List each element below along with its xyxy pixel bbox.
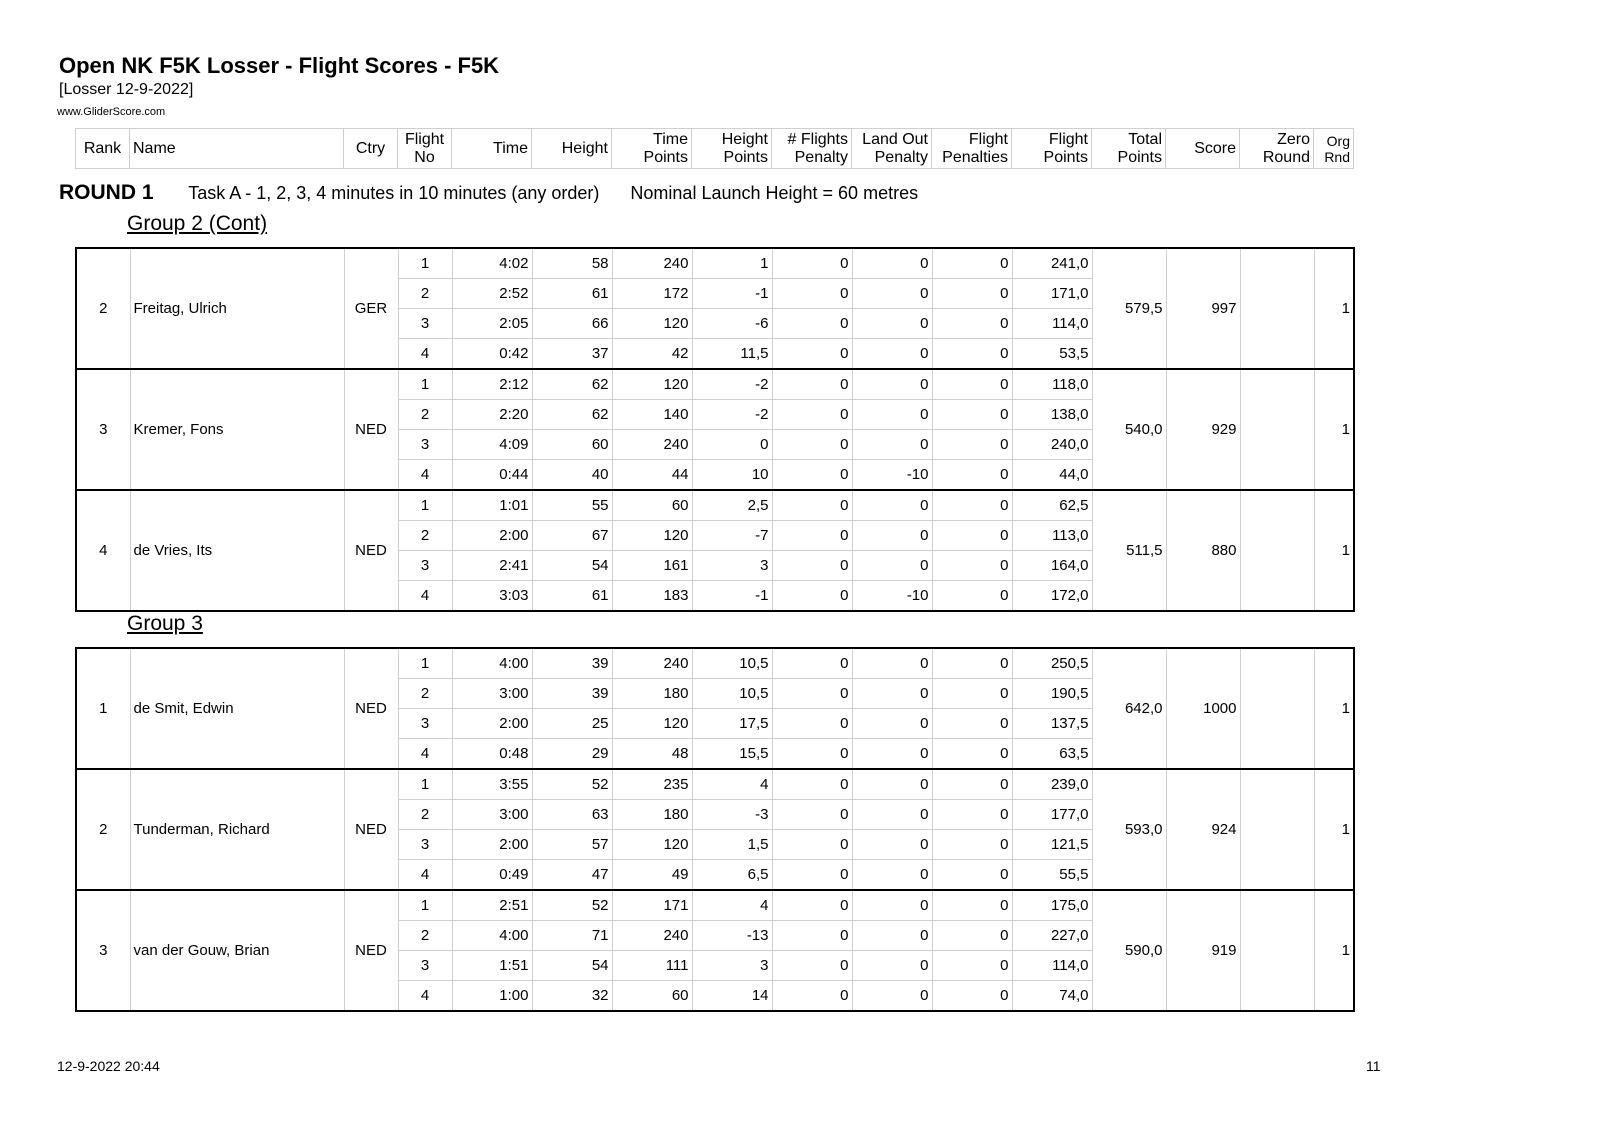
time-points: 240 xyxy=(612,430,692,460)
time: 2:52 xyxy=(452,279,532,309)
flight-points: 53,5 xyxy=(1012,339,1092,370)
pilot-rank: 3 xyxy=(76,890,130,1011)
flight-penalties: 0 xyxy=(932,921,1012,951)
flight-no: 3 xyxy=(398,709,452,739)
score: 997 xyxy=(1166,248,1240,369)
land-out-penalty: 0 xyxy=(852,648,932,679)
flights-penalty: 0 xyxy=(772,921,852,951)
height: 47 xyxy=(532,860,612,891)
group-table xyxy=(75,247,1355,612)
score: 1000 xyxy=(1166,648,1240,769)
total-points: 593,0 xyxy=(1092,769,1166,890)
time-points: 180 xyxy=(612,800,692,830)
flight-points: 55,5 xyxy=(1012,860,1092,891)
col-time: Time xyxy=(452,129,532,169)
flight-penalties: 0 xyxy=(932,800,1012,830)
height-points: 3 xyxy=(692,551,772,581)
column-header-row xyxy=(76,129,1354,169)
flights-penalty: 0 xyxy=(772,679,852,709)
col-name: Name xyxy=(130,129,344,169)
pilot-rank: 3 xyxy=(76,369,130,490)
table-row xyxy=(76,490,1354,521)
flights-penalty: 0 xyxy=(772,581,852,612)
land-out-penalty: 0 xyxy=(852,679,932,709)
time-points: 120 xyxy=(612,709,692,739)
height: 54 xyxy=(532,951,612,981)
org-round: 1 xyxy=(1314,769,1354,890)
height: 61 xyxy=(532,581,612,612)
time-points: 120 xyxy=(612,369,692,400)
time-points: 120 xyxy=(612,521,692,551)
flight-no: 2 xyxy=(398,679,452,709)
col-zero-round: Zero Round xyxy=(1240,129,1314,169)
height-points: 6,5 xyxy=(692,860,772,891)
height-points: 4 xyxy=(692,769,772,800)
flight-points: 190,5 xyxy=(1012,679,1092,709)
pilot-country: NED xyxy=(344,890,398,1011)
flight-points: 118,0 xyxy=(1012,369,1092,400)
flight-points: 44,0 xyxy=(1012,460,1092,491)
score: 880 xyxy=(1166,490,1240,611)
height-points: -2 xyxy=(692,369,772,400)
height-points: 15,5 xyxy=(692,739,772,770)
flights-penalty: 0 xyxy=(772,981,852,1012)
flight-penalties: 0 xyxy=(932,309,1012,339)
land-out-penalty: 0 xyxy=(852,921,932,951)
flight-no: 3 xyxy=(398,551,452,581)
flight-points: 172,0 xyxy=(1012,581,1092,612)
land-out-penalty: 0 xyxy=(852,739,932,770)
col-score: Score xyxy=(1166,129,1240,169)
land-out-penalty: 0 xyxy=(852,981,932,1012)
flight-no: 2 xyxy=(398,400,452,430)
time: 0:44 xyxy=(452,460,532,491)
flight-penalties: 0 xyxy=(932,369,1012,400)
pilot-country: NED xyxy=(344,769,398,890)
flight-no: 4 xyxy=(398,860,452,891)
time: 2:00 xyxy=(452,830,532,860)
time-points: 172 xyxy=(612,279,692,309)
flight-penalties: 0 xyxy=(932,709,1012,739)
time-points: 240 xyxy=(612,248,692,279)
flight-penalties: 0 xyxy=(932,830,1012,860)
time-points: 120 xyxy=(612,309,692,339)
land-out-penalty: 0 xyxy=(852,279,932,309)
flight-penalties: 0 xyxy=(932,248,1012,279)
org-round: 1 xyxy=(1314,490,1354,611)
height-points: 10,5 xyxy=(692,648,772,679)
flights-penalty: 0 xyxy=(772,521,852,551)
zero-round xyxy=(1240,890,1314,1011)
flight-no: 1 xyxy=(398,490,452,521)
time: 2:05 xyxy=(452,309,532,339)
time-points: 180 xyxy=(612,679,692,709)
flight-points: 74,0 xyxy=(1012,981,1092,1012)
height-points: 1,5 xyxy=(692,830,772,860)
height-points: -1 xyxy=(692,279,772,309)
page-title: Open NK F5K Losser - Flight Scores - F5K xyxy=(59,53,500,78)
nominal-launch-height: Nominal Launch Height = 60 metres xyxy=(630,183,919,203)
time: 2:12 xyxy=(452,369,532,400)
height: 60 xyxy=(532,430,612,460)
height-points: 2,5 xyxy=(692,490,772,521)
col-height-points: Height Points xyxy=(692,129,772,169)
flight-no: 2 xyxy=(398,279,452,309)
time-points: 240 xyxy=(612,648,692,679)
time-points: 48 xyxy=(612,739,692,770)
pilot-rank: 2 xyxy=(76,769,130,890)
flight-no: 3 xyxy=(398,830,452,860)
flight-no: 1 xyxy=(398,890,452,921)
height-points: -1 xyxy=(692,581,772,612)
height-points: 3 xyxy=(692,951,772,981)
land-out-penalty: 0 xyxy=(852,309,932,339)
height: 57 xyxy=(532,830,612,860)
pilot-name: de Vries, Its xyxy=(130,490,344,611)
org-round: 1 xyxy=(1314,890,1354,1011)
flights-penalty: 0 xyxy=(772,800,852,830)
flight-penalties: 0 xyxy=(932,490,1012,521)
flight-penalties: 0 xyxy=(932,460,1012,491)
col-flight-no: Flight No xyxy=(398,129,452,169)
flight-penalties: 0 xyxy=(932,521,1012,551)
land-out-penalty: 0 xyxy=(852,248,932,279)
flight-no: 1 xyxy=(398,369,452,400)
time-points: 235 xyxy=(612,769,692,800)
round-task: Task A - 1, 2, 3, 4 minutes in 10 minutes (any order) xyxy=(188,183,600,203)
zero-round xyxy=(1240,248,1314,369)
flight-penalties: 0 xyxy=(932,951,1012,981)
time: 4:09 xyxy=(452,430,532,460)
time: 2:20 xyxy=(452,400,532,430)
round-header xyxy=(59,181,918,205)
time: 2:00 xyxy=(452,521,532,551)
flight-no: 4 xyxy=(398,739,452,770)
flight-penalties: 0 xyxy=(932,400,1012,430)
col-height: Height xyxy=(532,129,612,169)
flight-points: 250,5 xyxy=(1012,648,1092,679)
flight-no: 4 xyxy=(398,581,452,612)
time-points: 111 xyxy=(612,951,692,981)
pilot-name: Freitag, Ulrich xyxy=(130,248,344,369)
col-flight-penalties: Flight Penalties xyxy=(932,129,1012,169)
flight-points: 240,0 xyxy=(1012,430,1092,460)
flights-penalty: 0 xyxy=(772,490,852,521)
height: 55 xyxy=(532,490,612,521)
col-org-rnd: Org Rnd xyxy=(1314,129,1354,169)
flights-penalty: 0 xyxy=(772,369,852,400)
land-out-penalty: 0 xyxy=(852,369,932,400)
land-out-penalty: 0 xyxy=(852,800,932,830)
height: 52 xyxy=(532,890,612,921)
pilot-country: GER xyxy=(344,248,398,369)
flight-penalties: 0 xyxy=(932,981,1012,1012)
height: 62 xyxy=(532,369,612,400)
time: 0:49 xyxy=(452,860,532,891)
time: 3:00 xyxy=(452,679,532,709)
time-points: 183 xyxy=(612,581,692,612)
flights-penalty: 0 xyxy=(772,739,852,770)
flight-penalties: 0 xyxy=(932,860,1012,891)
flight-no: 2 xyxy=(398,521,452,551)
flights-penalty: 0 xyxy=(772,339,852,370)
height-points: -2 xyxy=(692,400,772,430)
flights-penalty: 0 xyxy=(772,769,852,800)
height-points: -6 xyxy=(692,309,772,339)
flights-penalty: 0 xyxy=(772,709,852,739)
col-time-points: Time Points xyxy=(612,129,692,169)
height: 29 xyxy=(532,739,612,770)
flights-penalty: 0 xyxy=(772,279,852,309)
flight-penalties: 0 xyxy=(932,739,1012,770)
flights-penalty: 0 xyxy=(772,648,852,679)
flight-penalties: 0 xyxy=(932,551,1012,581)
page-number: 11 xyxy=(1366,1058,1381,1074)
time: 0:48 xyxy=(452,739,532,770)
time: 1:01 xyxy=(452,490,532,521)
height-points: 10 xyxy=(692,460,772,491)
flight-no: 4 xyxy=(398,339,452,370)
pilot-rank: 1 xyxy=(76,648,130,769)
height: 39 xyxy=(532,679,612,709)
land-out-penalty: 0 xyxy=(852,430,932,460)
group-title: Group 3 xyxy=(127,612,203,635)
flight-penalties: 0 xyxy=(932,430,1012,460)
height-points: 4 xyxy=(692,890,772,921)
height: 62 xyxy=(532,400,612,430)
total-points: 590,0 xyxy=(1092,890,1166,1011)
col-ctry: Ctry xyxy=(344,129,398,169)
flights-penalty: 0 xyxy=(772,860,852,891)
height: 40 xyxy=(532,460,612,491)
time-points: 60 xyxy=(612,490,692,521)
land-out-penalty: 0 xyxy=(852,521,932,551)
flights-penalty: 0 xyxy=(772,890,852,921)
flight-no: 3 xyxy=(398,430,452,460)
height: 32 xyxy=(532,981,612,1012)
flight-points: 121,5 xyxy=(1012,830,1092,860)
height-points: -3 xyxy=(692,800,772,830)
flight-no: 1 xyxy=(398,248,452,279)
time: 2:41 xyxy=(452,551,532,581)
col-total-points: Total Points xyxy=(1092,129,1166,169)
zero-round xyxy=(1240,648,1314,769)
height: 52 xyxy=(532,769,612,800)
col-land-out-penalty: Land Out Penalty xyxy=(852,129,932,169)
land-out-penalty: -10 xyxy=(852,581,932,612)
height-points: 1 xyxy=(692,248,772,279)
flight-points: 62,5 xyxy=(1012,490,1092,521)
flights-penalty: 0 xyxy=(772,830,852,860)
height: 61 xyxy=(532,279,612,309)
table-row xyxy=(76,769,1354,800)
time-points: 161 xyxy=(612,551,692,581)
flights-penalty: 0 xyxy=(772,551,852,581)
footer-date: 12-9-2022 20:44 xyxy=(57,1058,160,1074)
flights-penalty: 0 xyxy=(772,400,852,430)
total-points: 540,0 xyxy=(1092,369,1166,490)
height-points: 17,5 xyxy=(692,709,772,739)
land-out-penalty: 0 xyxy=(852,709,932,739)
time: 3:00 xyxy=(452,800,532,830)
land-out-penalty: 0 xyxy=(852,400,932,430)
flight-no: 1 xyxy=(398,648,452,679)
flight-points: 114,0 xyxy=(1012,951,1092,981)
zero-round xyxy=(1240,490,1314,611)
flight-penalties: 0 xyxy=(932,679,1012,709)
col-rank: Rank xyxy=(76,129,130,169)
org-round: 1 xyxy=(1314,248,1354,369)
flight-points: 164,0 xyxy=(1012,551,1092,581)
time-points: 44 xyxy=(612,460,692,491)
zero-round xyxy=(1240,369,1314,490)
time: 3:03 xyxy=(452,581,532,612)
height: 63 xyxy=(532,800,612,830)
flight-penalties: 0 xyxy=(932,279,1012,309)
time-points: 60 xyxy=(612,981,692,1012)
zero-round xyxy=(1240,769,1314,890)
height: 58 xyxy=(532,248,612,279)
column-header-table xyxy=(75,128,1354,169)
group-table xyxy=(75,647,1355,1012)
time: 2:00 xyxy=(452,709,532,739)
flight-points: 137,5 xyxy=(1012,709,1092,739)
height-points: -13 xyxy=(692,921,772,951)
height-points: 0 xyxy=(692,430,772,460)
land-out-penalty: -10 xyxy=(852,460,932,491)
flight-points: 171,0 xyxy=(1012,279,1092,309)
height: 25 xyxy=(532,709,612,739)
flight-points: 177,0 xyxy=(1012,800,1092,830)
height-points: 14 xyxy=(692,981,772,1012)
total-points: 511,5 xyxy=(1092,490,1166,611)
time-points: 240 xyxy=(612,921,692,951)
land-out-penalty: 0 xyxy=(852,860,932,891)
flight-no: 4 xyxy=(398,981,452,1012)
pilot-rank: 4 xyxy=(76,490,130,611)
time: 3:55 xyxy=(452,769,532,800)
pilot-name: Tunderman, Richard xyxy=(130,769,344,890)
time-points: 120 xyxy=(612,830,692,860)
score: 919 xyxy=(1166,890,1240,1011)
flights-penalty: 0 xyxy=(772,309,852,339)
land-out-penalty: 0 xyxy=(852,339,932,370)
flight-no: 3 xyxy=(398,309,452,339)
pilot-country: NED xyxy=(344,648,398,769)
score: 924 xyxy=(1166,769,1240,890)
event-subtitle: [Losser 12-9-2022] xyxy=(59,81,194,98)
pilot-country: NED xyxy=(344,490,398,611)
time: 2:51 xyxy=(452,890,532,921)
website-link[interactable]: www.GliderScore.com xyxy=(57,106,166,118)
land-out-penalty: 0 xyxy=(852,551,932,581)
time-points: 171 xyxy=(612,890,692,921)
time: 0:42 xyxy=(452,339,532,370)
height: 54 xyxy=(532,551,612,581)
time-points: 42 xyxy=(612,339,692,370)
table-row xyxy=(76,890,1354,921)
land-out-penalty: 0 xyxy=(852,830,932,860)
land-out-penalty: 0 xyxy=(852,769,932,800)
flight-points: 138,0 xyxy=(1012,400,1092,430)
time: 4:02 xyxy=(452,248,532,279)
flight-no: 2 xyxy=(398,921,452,951)
flight-penalties: 0 xyxy=(932,769,1012,800)
total-points: 642,0 xyxy=(1092,648,1166,769)
flight-no: 2 xyxy=(398,800,452,830)
org-round: 1 xyxy=(1314,648,1354,769)
time: 4:00 xyxy=(452,921,532,951)
round-label: ROUND 1 xyxy=(59,181,154,204)
time: 4:00 xyxy=(452,648,532,679)
land-out-penalty: 0 xyxy=(852,951,932,981)
table-row xyxy=(76,248,1354,279)
pilot-rank: 2 xyxy=(76,248,130,369)
height: 39 xyxy=(532,648,612,679)
pilot-name: van der Gouw, Brian xyxy=(130,890,344,1011)
flights-penalty: 0 xyxy=(772,951,852,981)
flight-points: 175,0 xyxy=(1012,890,1092,921)
height: 37 xyxy=(532,339,612,370)
time-points: 140 xyxy=(612,400,692,430)
score: 929 xyxy=(1166,369,1240,490)
flight-points: 63,5 xyxy=(1012,739,1092,770)
height: 67 xyxy=(532,521,612,551)
flight-penalties: 0 xyxy=(932,890,1012,921)
org-round: 1 xyxy=(1314,369,1354,490)
land-out-penalty: 0 xyxy=(852,890,932,921)
flight-no: 4 xyxy=(398,460,452,491)
col-flight-points: Flight Points xyxy=(1012,129,1092,169)
flights-penalty: 0 xyxy=(772,248,852,279)
height: 71 xyxy=(532,921,612,951)
col-flights-penalty: # Flights Penalty xyxy=(772,129,852,169)
flights-penalty: 0 xyxy=(772,430,852,460)
pilot-name: de Smit, Edwin xyxy=(130,648,344,769)
flight-no: 3 xyxy=(398,951,452,981)
flight-no: 1 xyxy=(398,769,452,800)
flight-points: 239,0 xyxy=(1012,769,1092,800)
time: 1:51 xyxy=(452,951,532,981)
group-title: Group 2 (Cont) xyxy=(127,212,268,235)
land-out-penalty: 0 xyxy=(852,490,932,521)
time-points: 49 xyxy=(612,860,692,891)
flight-penalties: 0 xyxy=(932,339,1012,370)
pilot-name: Kremer, Fons xyxy=(130,369,344,490)
flight-points: 113,0 xyxy=(1012,521,1092,551)
table-row xyxy=(76,369,1354,400)
height-points: 11,5 xyxy=(692,339,772,370)
flights-penalty: 0 xyxy=(772,460,852,491)
height-points: -7 xyxy=(692,521,772,551)
table-row xyxy=(76,648,1354,679)
height: 66 xyxy=(532,309,612,339)
pilot-country: NED xyxy=(344,369,398,490)
height-points: 10,5 xyxy=(692,679,772,709)
time: 1:00 xyxy=(452,981,532,1012)
flight-penalties: 0 xyxy=(932,648,1012,679)
flight-points: 114,0 xyxy=(1012,309,1092,339)
flight-penalties: 0 xyxy=(932,581,1012,612)
flight-points: 227,0 xyxy=(1012,921,1092,951)
total-points: 579,5 xyxy=(1092,248,1166,369)
flight-points: 241,0 xyxy=(1012,248,1092,279)
